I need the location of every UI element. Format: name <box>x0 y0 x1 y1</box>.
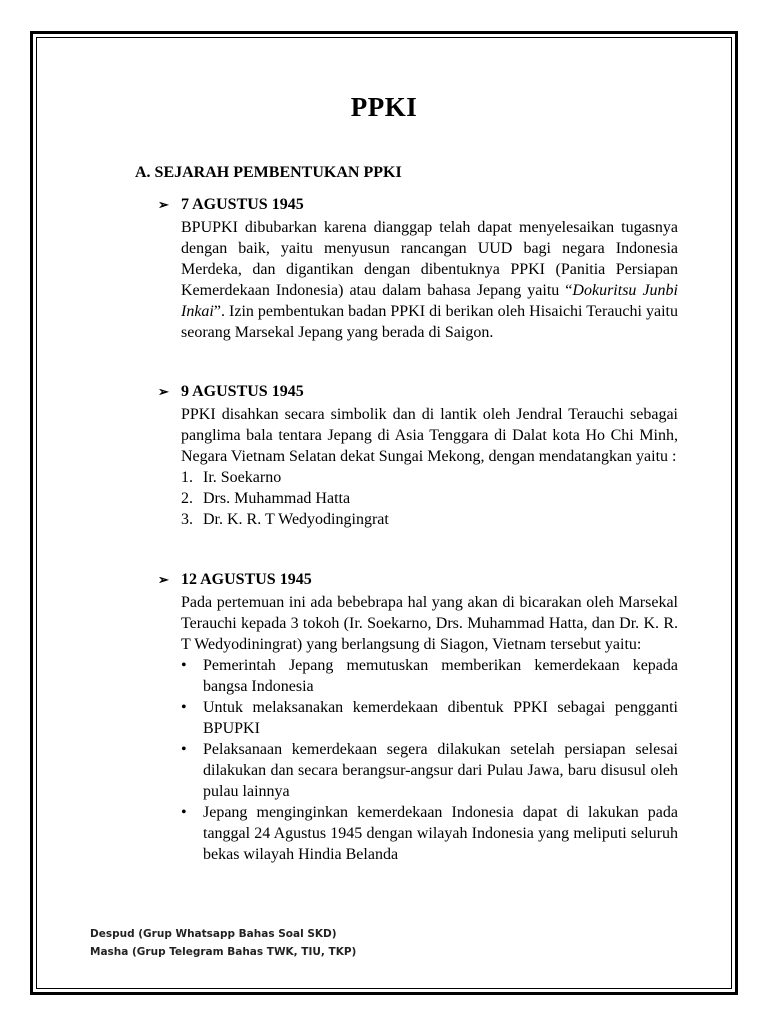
entry-date: 7 AGUSTUS 1945 <box>181 196 304 213</box>
footer-line: Masha (Grup Telegram Bahas TWK, TIU, TKP) <box>90 946 357 958</box>
entry-text <box>181 404 678 530</box>
entry-text <box>181 592 678 865</box>
entry-paragraph: PPKI disahkan secara simbolik dan di lantik oleh Jendral Terauchi sebagai panglima bala tentara Jepang di Asia Tenggara di Dalat kota Ho Chi Minh, Negara Vietnam Selatan dekat Sungai Mekong, dengan mendatangkan yaitu : <box>181 406 678 465</box>
list-item <box>181 467 678 488</box>
list-text: Pemerintah Jepang memutuskan memberikan kemerdekaan kepada bangsa Indonesia <box>203 657 678 695</box>
round-bullet-icon: • <box>181 657 187 674</box>
list-text: Pelaksanaan kemerdekaan segera dilakukan setelah persiapan selesai dilakukan dan secara berangsur-angsur dari Pulau Jawa, baru disusul oleh pulau lainnya <box>203 741 678 800</box>
arrow-bullet-icon: ➢ <box>158 384 169 399</box>
entry-date: 9 AGUSTUS 1945 <box>181 383 304 400</box>
round-bullet-icon: • <box>181 741 187 758</box>
entry-heading <box>158 383 678 404</box>
round-bullet-icon: • <box>181 699 187 716</box>
list-text: Untuk melaksanakan kemerdekaan dibentuk PPKI sebagai pengganti BPUPKI <box>203 699 678 737</box>
entry-text-part: BPUPKI dibubarkan karena dianggap telah dapat menyelesaikan tugasnya dengan baik, yaitu menyusun rancangan UUD bagi negara Indonesia Merdeka, dan digantikan dengan dibentuknya PPKI (Panitia Persiapan Kemerdekaan Indonesia) atau dalam bahasa Jepang yaitu “ <box>181 219 678 299</box>
round-bullet-icon: • <box>181 804 187 821</box>
list-text: Drs. Muhammad Hatta <box>203 490 351 507</box>
bullet-list <box>181 655 678 865</box>
entry-date: 12 AGUSTUS 1945 <box>181 571 312 588</box>
list-number: 2. <box>181 490 193 507</box>
entry-text <box>181 217 678 343</box>
list-text: Dr. K. R. T Wedyodingingrat <box>203 511 389 528</box>
page-title: PPKI <box>350 92 418 122</box>
entry-7-agustus <box>158 196 678 343</box>
list-number: 3. <box>181 511 193 528</box>
entry-text-italic: Dokuritsu Junbi Inkai <box>181 282 679 320</box>
arrow-bullet-icon: ➢ <box>158 572 169 587</box>
entry-paragraph: Pada pertemuan ini ada bebebrapa hal yang akan di bicarakan oleh Marsekal Terauchi kepada 3 tokoh (Ir. Soekarno, Drs. Muhammad Hatta, dan Dr. K. R. T Wedyodiningrat) yang berlangsung di Siagon, Vietnam tersebut yaitu: <box>181 594 678 653</box>
arrow-bullet-icon: ➢ <box>158 197 169 212</box>
entry-12-agustus <box>158 571 678 865</box>
footer <box>90 925 356 961</box>
entry-heading <box>158 571 678 592</box>
list-item <box>181 509 678 530</box>
footer-line: Despud (Grup Whatsapp Bahas Soal SKD) <box>90 928 337 940</box>
entry-heading <box>158 196 678 217</box>
list-item <box>181 739 678 802</box>
list-item <box>181 802 678 865</box>
list-item <box>181 697 678 739</box>
list-item <box>181 488 678 509</box>
list-text: Ir. Soekarno <box>203 469 282 486</box>
entry-text-part: ”. Izin pembentukan badan PPKI di berikan oleh Hisaichi Terauchi yaitu seorang Marsekal Jepang yang berada di Saigon. <box>181 303 678 341</box>
list-item <box>181 655 678 697</box>
entry-9-agustus <box>158 383 678 530</box>
list-number: 1. <box>181 469 193 486</box>
numbered-list <box>181 467 678 530</box>
list-text: Jepang menginginkan kemerdekaan Indonesia dapat di lakukan pada tanggal 24 Agustus 1945 dengan wilayah Indonesia yang meliputi seluruh bekas wilayah Hindia Belanda <box>203 804 678 863</box>
section-heading: A. SEJARAH PEMBENTUKAN PPKI <box>135 164 402 181</box>
